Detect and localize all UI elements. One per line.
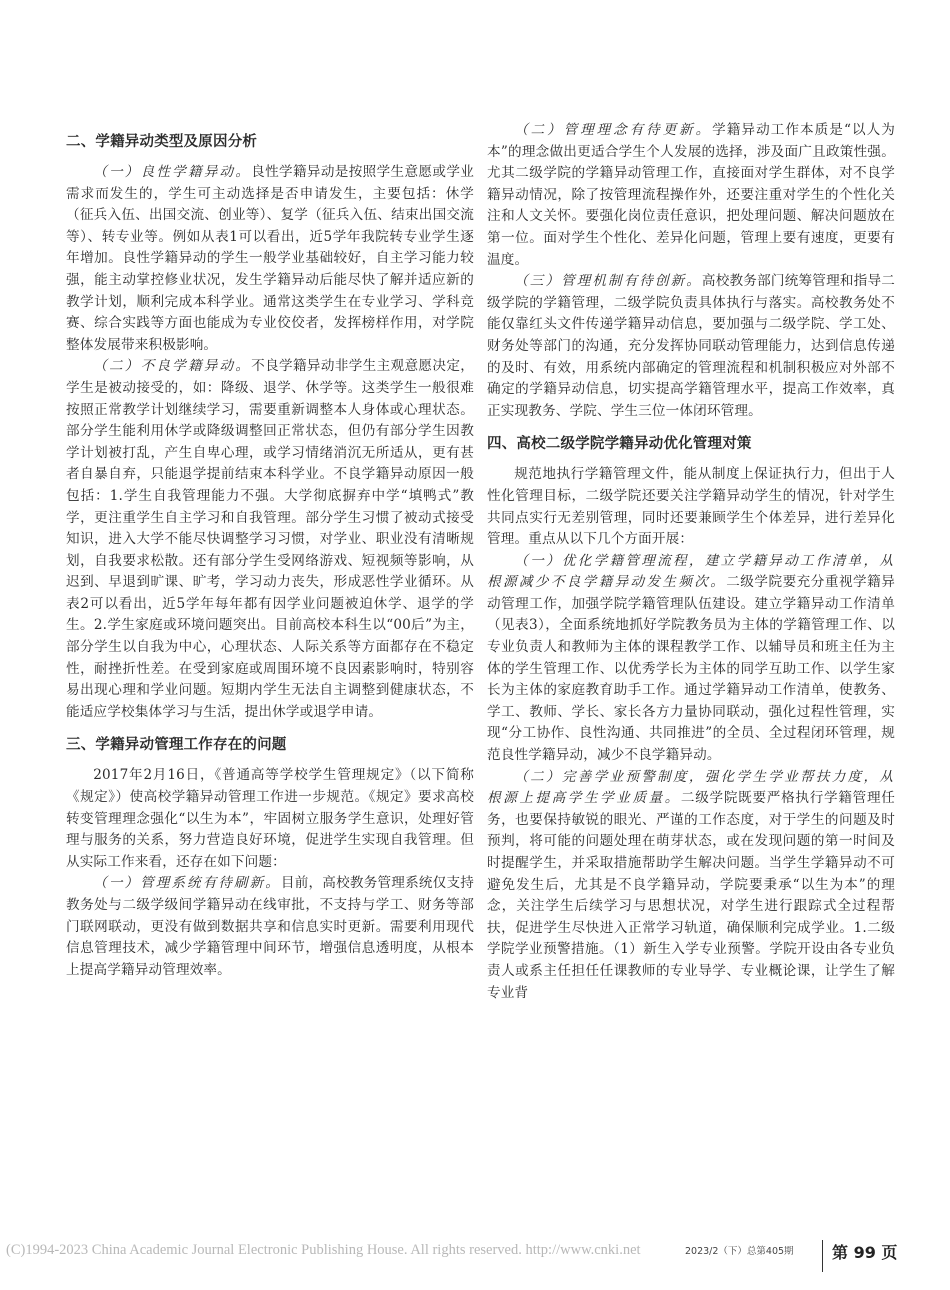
paragraph-lead: （一）良性学籍异动。 (93, 164, 252, 180)
section-heading-4: 四、高校二级学院学籍异动优化管理对策 (487, 436, 752, 453)
paragraph (66, 356, 474, 723)
paragraph-lead: （二）不良学籍异动。 (93, 358, 252, 375)
paragraph-text: 高校教务部门统筹管理和指导二级学院的学籍管理，二级学院负责具体执行与落实。高校教务处不能仅靠红头文件传递学籍异动信息，要加强与二级学院、学工处、财务处等部门的沟通，充分发挥协同联动管理能力，达到信息传递的及时、有效，用系统内部确定的管理流程和机制积极应对外部不确定的学籍异动信息，切实提高学籍管理水平，提高工作效率，真正实现教务、学院、学生三位一体闭环管理。 (487, 273, 895, 419)
paragraph-text: 良性学籍异动是按照学生意愿或学业需求而发生的，学生可主动选择是否申请发生，主要包括：休学（征兵入伍、出国交流、创业等）、复学（征兵入伍、结束出国交流等）、转专业等。例如从表1可以看出，近5学年我院转专业学生逐年增加。良性学籍异动的学生一般学业基础较好，自主学习能力较强，能主动掌控修业状况，发生学籍异动后能尽快了解并适应新的教学计划，顺利完成本科学业。通常这类学生在专业学习、学科竞赛、综合实践等方面也能成为专业佼佼者，发挥榜样作用，对学院整体发展带来积极影响。 (66, 164, 475, 353)
section-heading-2: 二、学籍异动类型及原因分析 (66, 134, 258, 150)
right-column (487, 120, 895, 1004)
paragraph (487, 767, 895, 1005)
paragraph-lead: （二）完善学业预警制度，强化学生学业帮扶力度，从根源上提高学生学业质量。 (487, 768, 895, 807)
page-footer (0, 1240, 950, 1270)
paragraph (66, 162, 474, 356)
page-number: 第 99 页 (832, 1243, 898, 1262)
paragraph-text: 目前，高校教务管理系统仅支持教务处与二级学级间学籍异动在线审批，不支持与学工、财务等部门联网联动，更没有做到数据共享和信息实时更新。需要利用现代信息管理技术，减少学籍管理中间环节，增强信息透明度，从根本上提高学籍异动管理效率。 (66, 875, 474, 978)
paragraph (487, 271, 895, 422)
paragraph-text: 学籍异动工作本质是“以人为本”的理念做出更适合学生个人发展的选择，涉及面广且政策性强。尤其二级学院的学籍异动管理工作，直接面对学生群体，对不良学籍异动情况，除了按管理流程操作外，还要注重对学生的个性化关注和人文关怀。要强化岗位责任意识，把处理问题、解决问题放在第一位。面对学生个性化、差异化问题，管理上要有速度，更要有温度。 (487, 122, 895, 268)
paragraph (66, 873, 474, 981)
paragraph-lead: （一）管理系统有待刷新。 (93, 875, 281, 892)
section-heading-3: 三、学籍异动管理工作存在的问题 (66, 737, 287, 754)
paragraph (487, 120, 895, 271)
paragraph-lead: （一）优化学籍管理流程，建立学籍异动工作清单，从根源减少不良学籍异动发生频次。 (487, 552, 895, 591)
paragraph-lead: （二）管理理念有待更新。 (514, 122, 713, 138)
paragraph-text: 二级学院既要严格执行学籍管理任务，也要保持敏锐的眼光、严谨的工作态度，对于学生的问题及时预判，将可能的问题处理在萌芽状态，或在发现问题的第一时间及时提醒学生，并采取措施帮助学生解决问题。当学生学籍异动不可避免发生后，尤其是不良学籍异动，学院要秉承“以生为本”的理念，关注学生后续学习与思想状况，对学生进行跟踪式全过程帮扶，促进学生尽快进入正常学习轨道，确保顺利完成学业。1.二级学院学业预警措施。（1）新生入学专业预警。学院开设由各专业负责人或系主任担任任课教师的专业导学、专业概论课，让学生了解专业背 (487, 790, 896, 1001)
paragraph (487, 551, 895, 767)
paragraph-lead: （三）管理机制有待创新。 (514, 273, 702, 290)
paragraph-text: 不良学籍异动非学生主观意愿决定，学生是被动接受的，如：降级、退学、休学等。这类学生一般很难按照正常教学计划继续学习，需要重新调整本人身体或心理状态。部分学生能利用休学或降级调整回正常状态，但仍有部分学生因教学计划被打乱，产生自卑心理，或学习情绪消沉无所适从，更有甚者自暴自弃，只能退学提前结束本科学业。不良学籍异动原因一般包括：1.学生自我管理能力不强。大学彻底摒弃中学“填鸭式”教学，更注重学生自主学习和自我管理。部分学生习惯了被动式接受知识，进入大学不能尽快调整学习习惯，对学业、职业没有清晰规划，自我要求松散。还有部分学生受网络游戏、短视频等影响，从迟到、早退到旷课、旷考，学习动力丧失，形成恶性学业循环。从表2可以看出，近5学年每年都有因学业问题被迫休学、退学的学生。2.学生家庭或环境问题突出。目前高校本科生以“00后”为主，部分学生以自我为中心，心理状态、人际关系等方面都存在不稳定性，耐挫折性差。在受到家庭或周围环境不良因素影响时，特别容易出现心理和学业问题。短期内学生无法自主调整到健康状态，不能适应学校集体学习与生活，提出休学或退学申请。 (66, 358, 475, 720)
left-column (66, 120, 474, 981)
paragraph: 规范地执行学籍管理文件，能从制度上保证执行力，但出于人性化管理目标，二级学院还要关注学籍异动学生的情况，针对学生共同点实行无差别管理，同时还要兼顾学生个体差异，进行差异化管理。重点从以下几个方面开展： (487, 466, 895, 548)
footer-divider (822, 1240, 823, 1272)
paragraph: 2017年2月16日，《普通高等学校学生管理规定》（以下简称《规定》）使高校学籍异动管理工作进一步规范。《规定》要求高校转变管理理念强化“以生为本”，牢固树立服务学生意识，处理好管理与服务的关系，努力营造良好环境，促进学生实现自我管理。但从实际工作来看，还存在如下问题： (66, 767, 474, 870)
issue-info: 2023/2（下）总第405期 (685, 1246, 794, 1257)
copyright-watermark: (C)1994-2023 China Academic Journal Electronic Publishing House. All rights reserved. http://www.cnki.net (6, 1242, 641, 1258)
paragraph-text: 二级学院要充分重视学籍异动管理工作，加强学院学籍管理队伍建设。建立学籍异动工作清单（见表3），全面系统地抓好学院教务员为主体的学籍管理工作、以专业负责人和教师为主体的课程教学工作、以辅导员和班主任为主体的学生管理工作、以优秀学长为主体的同学互助工作、以学生家长为主体的家庭教育助手工作。通过学籍异动工作清单，使教务、学工、教师、学长、家长各方力量协同联动，强化过程性管理，实现“分工协作、良性沟通、共同推进”的全员、全过程闭环管理，规范良性学籍异动，减少不良学籍异动。 (487, 574, 895, 764)
